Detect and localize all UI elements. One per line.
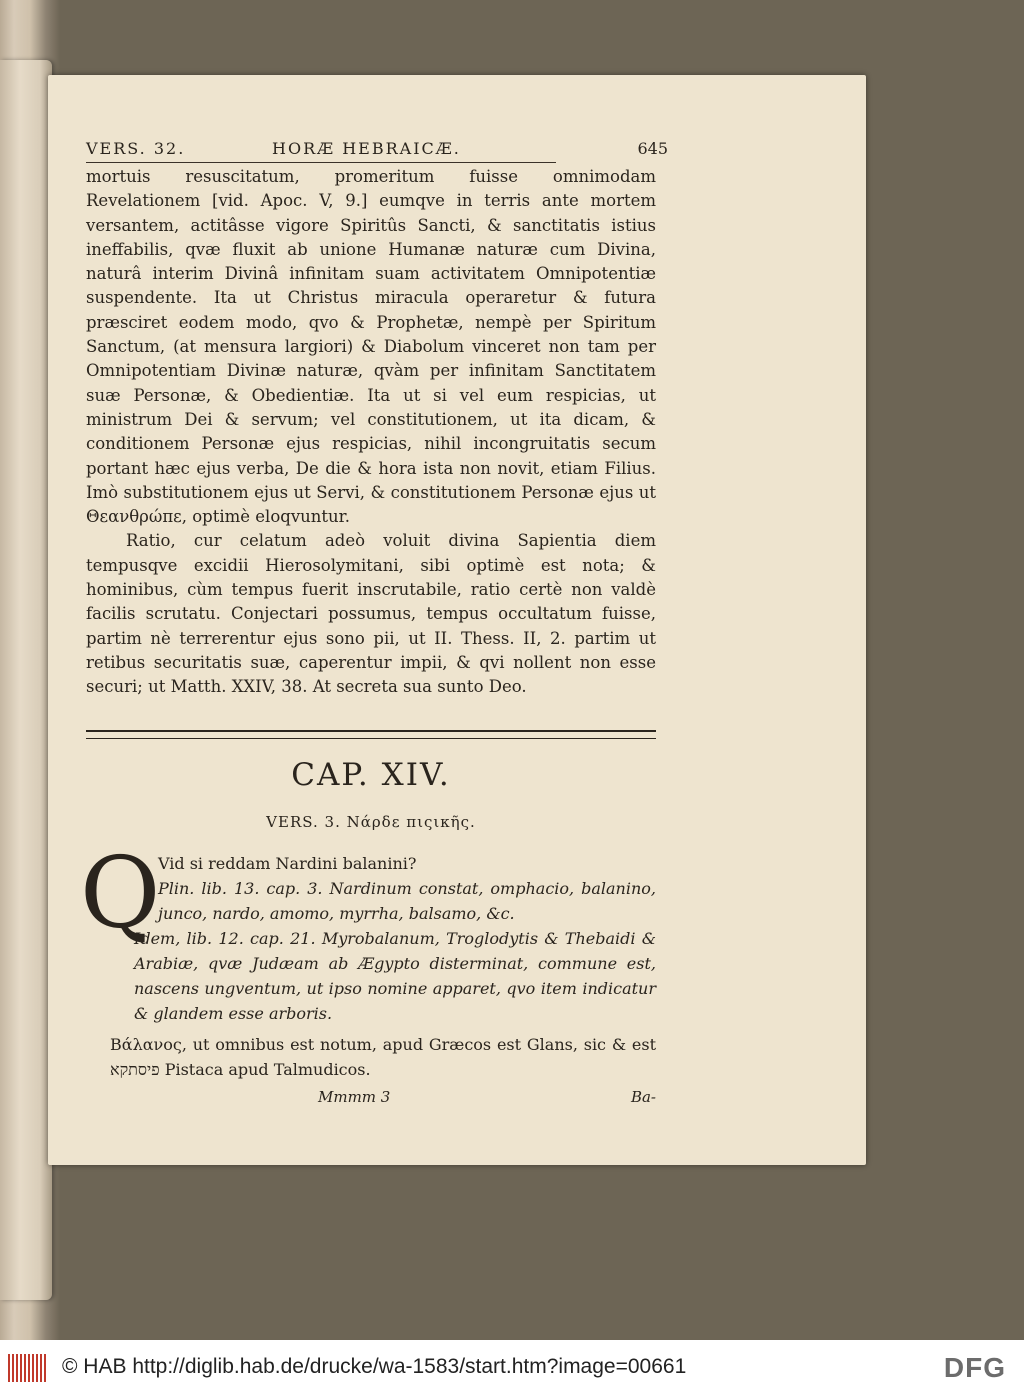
lemma-question: Vid si reddam Nardini balanini? — [158, 853, 417, 873]
text-block — [80, 137, 668, 1114]
running-head — [86, 137, 668, 161]
verse-heading: VERS. 3. Νάρδε πιςικῆς. — [266, 812, 476, 831]
signature-line — [86, 1086, 656, 1114]
commentary-section — [80, 836, 656, 1082]
footer-source-link[interactable]: © HAB http://diglib.hab.de/drucke/wa-1583/start.htm?image=00661 — [62, 1355, 687, 1378]
paragraph-2: Ratio, cur celatum adeò voluit divina Sapientia diem tempusqve excidii Hierosolymitani, sibi optimè est nota; & hominibus, cùm tempus fuerit inscrutabile, ratio certè non valdè facilis scrutatu. Conjectari possumus, tempus occultatum fuisse, partim nè terrerentur ejus sono pii, ut II. Thess. II, 2. partim ut retibus securitatis suæ, caperentur impii, & qvi nollent non esse securi; ut Matth. XXIV, 38. At secreta sua sunto Deo. — [86, 531, 656, 697]
footer-bar — [0, 1340, 1024, 1396]
catchword: Ba- — [630, 1087, 656, 1106]
paragraph-1: mortuis resuscitatum, promeritum fuisse omnimodam Revelationem [vid. Apoc. V, 9.] eumqve in terris ante mortem versantem, actitâsse vigore Spiritûs Sancti, & sanctitatis istius ineffabilis, qvæ fluxit ab unione Humanæ naturæ cum Divina, naturâ interim Divinâ infinitam suam activitatem Omnipotentiæ suspendente. Ita ut Christus miracula operaretur & futura præsciret eodem modo, qvo & Prophetæ, nempè per Spiritum Sanctum, (at mensura largiori) & Diabolum vinceret non tam per Omnipotentiam Divinæ naturæ, qvàm per infinitam Sanctitatem suæ Personæ, & Obedientiæ. Ita ut si vel eum respicias, ut ministrum Dei & servum; vel constitutionem, ut ita dicam, & conditionem Personæ ejus respicias, nihil incongruitatis secum portant hæc ejus verba, De die & hora ista non novit, etiam Filius. Imò substitutionem ejus ut Servi, & constitutionem Personæ ejus ut Θεανθρώπε, optimè eloqvuntur. — [86, 167, 656, 527]
ornamental-rule — [86, 730, 656, 739]
pliny-citation-2: Idem, lib. 12. cap. 21. Myrobalanum, Troglodytis & Thebaidi & Arabiæ, qvæ Judæam ab Ægypto disterminat, commune est, nascens ungventum, ut ipso nomine apparet, qvo item indicatur & glandem esse arboris. — [134, 928, 656, 1023]
head-rule — [86, 162, 556, 163]
book-page — [48, 75, 866, 1165]
chapter-title: CAP. XIV. — [291, 756, 451, 793]
drop-cap: Q — [80, 836, 161, 951]
previous-page-edge — [0, 60, 52, 1300]
page-number: 645 — [637, 139, 668, 158]
hab-logo-icon — [8, 1354, 48, 1382]
signature-mark: Mmmm 3 — [318, 1087, 391, 1106]
dfg-logo: DFG — [943, 1352, 1006, 1383]
running-head-title: HORÆ HEBRAICÆ. — [272, 139, 461, 158]
pliny-citation-1: Plin. lib. 13. cap. 3. Nardinum constat, omphacio, balanino, junco, nardo, amomo, myrrha, balsamo, &c. — [158, 878, 656, 923]
body-text — [86, 165, 656, 700]
running-head-verse: VERS. 32. — [86, 139, 186, 158]
balanos-note: Βάλανος, ut omnibus est notum, apud Græcos est Glans, sic & est פיסתקא Pistaca apud Talmudicos. — [110, 1034, 656, 1079]
